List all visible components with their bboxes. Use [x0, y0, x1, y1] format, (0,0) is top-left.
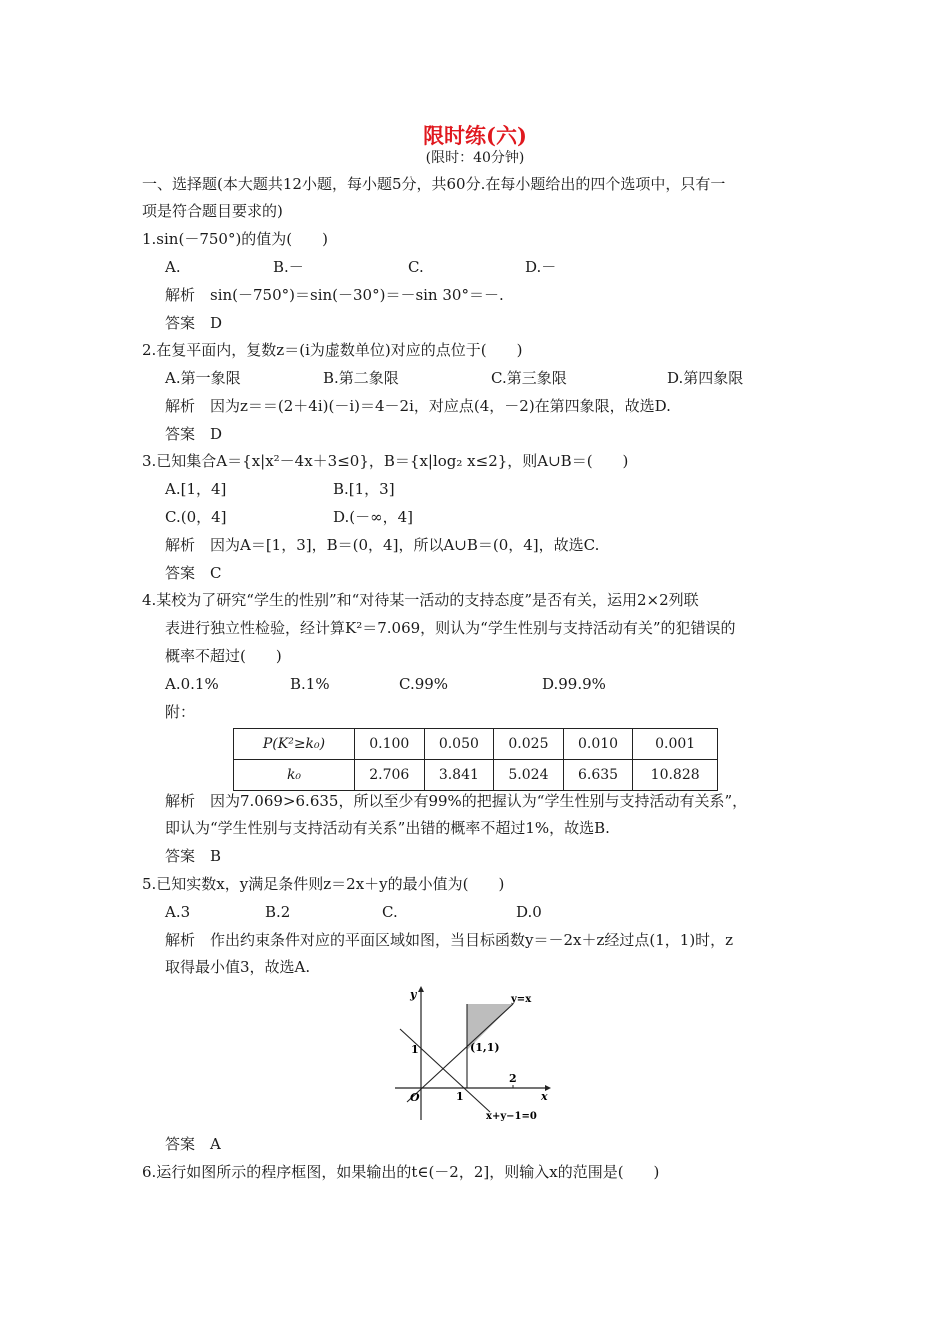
- q2-option-d: D.第四象限: [667, 369, 744, 387]
- table-cell: 10.828: [633, 760, 718, 791]
- feasible-region-figure: [380, 984, 560, 1124]
- time-limit: (限时：40分钟): [425, 150, 525, 166]
- table-cell: P(K²≥k₀): [234, 729, 355, 760]
- x-axis-label: x: [541, 1090, 548, 1103]
- q2-option-b: B.第二象限: [323, 369, 399, 387]
- q4-stem-line3: 概率不超过( ): [165, 647, 282, 665]
- q5-analysis-line2: 取得最小值3，故选A.: [165, 958, 311, 976]
- table-cell: 0.100: [355, 729, 425, 760]
- q1-answer: 答案 D: [165, 314, 223, 332]
- q5-option-d: D.0: [516, 903, 542, 921]
- q4-appendix-label: 附：: [165, 703, 196, 721]
- q5-analysis-line1: 解析 作出约束条件对应的平面区域如图，当目标函数y＝－2x＋z经过点(1，1)时，z: [165, 931, 734, 949]
- q4-option-c: C.99%: [399, 675, 449, 693]
- x-tick-2-label: 2: [509, 1072, 517, 1085]
- q5-stem: 5.已知实数x，y满足条件则z＝2x＋y的最小值为( ): [142, 875, 505, 893]
- q3-option-b: B.[1，3]: [333, 480, 395, 498]
- q1-option-c: C.: [408, 258, 424, 276]
- q5-option-b: B.2: [265, 903, 291, 921]
- q4-answer: 答案 B: [165, 847, 222, 865]
- table-cell: k₀: [234, 760, 355, 791]
- table-cell: 0.025: [494, 729, 564, 760]
- q5-answer: 答案 A: [165, 1135, 221, 1153]
- y-axis-arrow: [418, 986, 424, 992]
- table-cell: 5.024: [494, 760, 564, 791]
- q1-option-b: B.－: [273, 258, 304, 276]
- q4-option-b: B.1%: [290, 675, 330, 693]
- q2-option-c: C.第三象限: [491, 369, 567, 387]
- origin-label: O: [410, 1091, 420, 1104]
- table-cell: 0.001: [633, 729, 718, 760]
- q1-option-a: A.: [165, 258, 181, 276]
- section-intro-line1: 一、选择题(本大题共12小题，每小题5分，共60分.在每小题给出的四个选项中，只有一: [142, 175, 726, 193]
- q3-answer: 答案 C: [165, 564, 222, 582]
- q3-option-c: C.(0，4]: [165, 508, 227, 526]
- line-label-x-plus-y: x+y−1=0: [486, 1111, 537, 1122]
- q4-option-a: A.0.1%: [165, 675, 219, 693]
- table-cell: 0.050: [424, 729, 494, 760]
- y-axis-label: y: [410, 988, 417, 1001]
- q4-stem-line2: 表进行独立性检验，经计算K²＝7.069，则认为“学生性别与支持活动有关”的犯错误的: [165, 619, 736, 637]
- x-tick-1-label: 1: [456, 1090, 464, 1103]
- q1-stem: 1.sin(－750°)的值为( ): [142, 230, 329, 248]
- y-tick-1-label: 1: [411, 1043, 419, 1056]
- q4-stem-line1: 4.某校为了研究“学生的性别”和“对待某一活动的支持态度”是否有关，运用2×2列联: [142, 591, 699, 609]
- table-cell: 6.635: [563, 760, 633, 791]
- q4-analysis-line2: 即认为“学生性别与支持活动有关系”出错的概率不超过1%，故选B.: [165, 819, 610, 837]
- q3-option-d: D.(－∞，4]: [333, 508, 414, 526]
- table-cell: 2.706: [355, 760, 425, 791]
- q5-option-a: A.3: [165, 903, 191, 921]
- q6-stem: 6.运行如图所示的程序框图，如果输出的t∈(－2，2]，则输入x的范围是( ): [142, 1163, 660, 1181]
- page-title: 限时练(六): [423, 123, 527, 148]
- table-row: [234, 729, 718, 760]
- critical-value-table: [233, 728, 718, 791]
- q2-stem: 2.在复平面内，复数z＝(i为虚数单位)对应的点位于( ): [142, 341, 523, 359]
- q3-analysis: 解析 因为A＝[1，3]，B＝(0，4]，所以A∪B＝(0，4]，故选C.: [165, 536, 600, 554]
- table-cell: 0.010: [563, 729, 633, 760]
- line-label-y-equals-x: y=x: [511, 994, 532, 1005]
- q2-analysis: 解析 因为z＝＝(2＋4i)(－i)＝4－2i，对应点(4，－2)在第四象限，故选D.: [165, 397, 671, 415]
- q1-option-d: D.－: [525, 258, 557, 276]
- section-intro-line2: 项是符合题目要求的): [142, 202, 283, 220]
- q1-analysis: 解析 sin(－750°)＝sin(－30°)＝－sin 30°＝－.: [165, 286, 504, 304]
- point-label: (1,1): [470, 1041, 500, 1054]
- q4-analysis-line1: 解析 因为7.069>6.635，所以至少有99%的把握认为“学生性别与支持活动有关系”，: [165, 792, 748, 810]
- q5-option-c: C.: [382, 903, 398, 921]
- q2-answer: 答案 D: [165, 425, 223, 443]
- q4-option-d: D.99.9%: [542, 675, 606, 693]
- q3-option-a: A.[1，4]: [165, 480, 227, 498]
- table-cell: 3.841: [424, 760, 494, 791]
- q2-option-a: A.第一象限: [165, 369, 241, 387]
- q3-stem: 3.已知集合A＝{x|x²－4x＋3≤0}，B＝{x|log₂ x≤2}，则A∪B＝( ): [142, 452, 629, 470]
- table-row: [234, 760, 718, 791]
